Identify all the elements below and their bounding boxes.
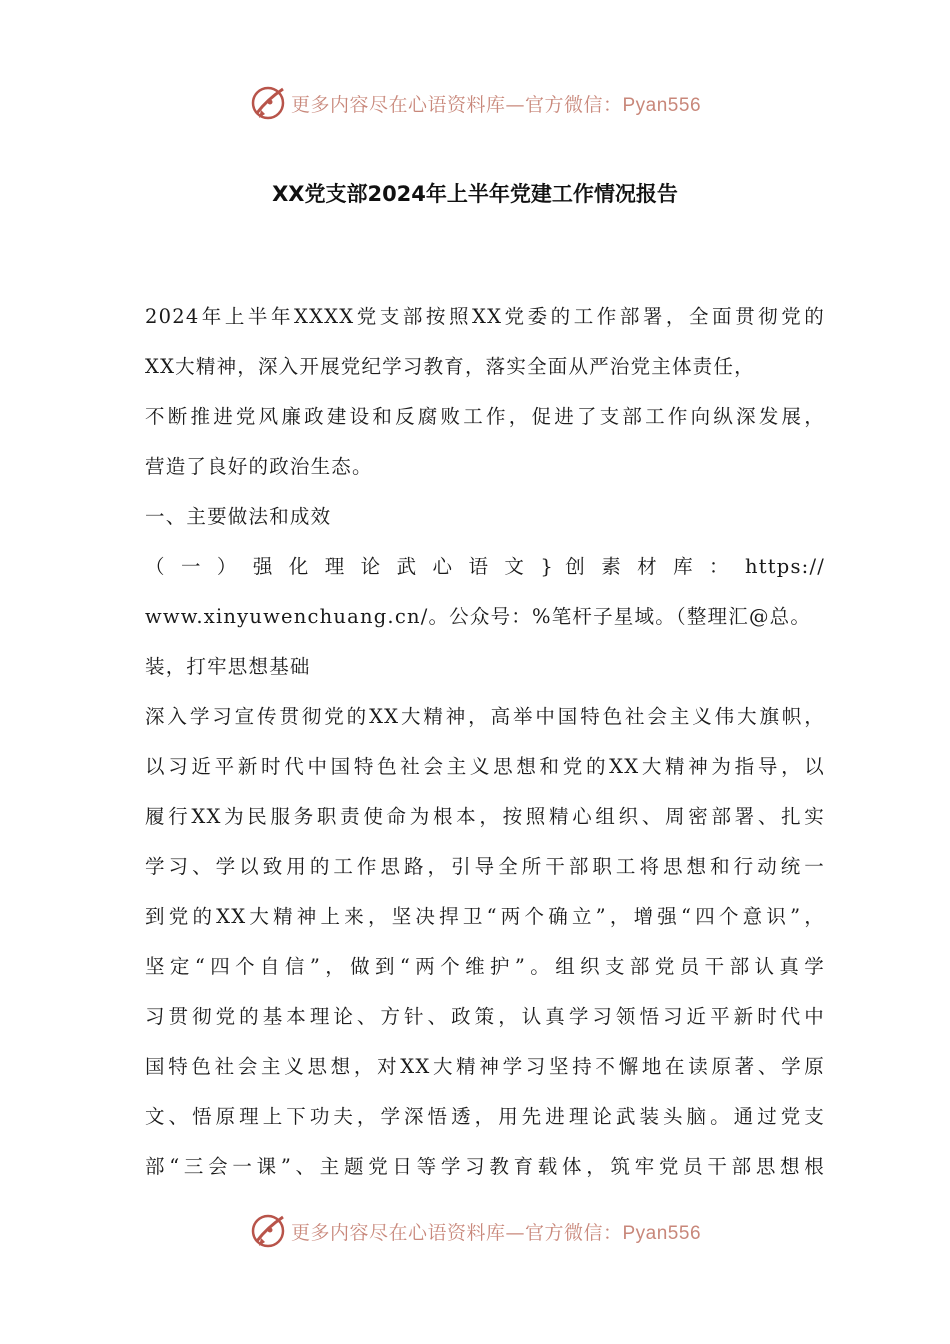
body-line: 不断推进党风廉政建设和反腐败工作，促进了支部工作向纵深发展， bbox=[145, 405, 825, 428]
header-watermark-banner bbox=[0, 81, 950, 125]
body-line: 国特色社会主义思想，对XX大精神学习坚持不懈地在读原著、学原 bbox=[145, 1055, 825, 1078]
watermark-text bbox=[291, 1218, 701, 1245]
body-line: 学习、学以致用的工作思路，引导全所干部职工将思想和行动统一 bbox=[145, 855, 825, 878]
section-heading: 一、主要做法和成效 bbox=[145, 505, 332, 528]
body-line: www.xinyuwenchuang.cn/。公众号：%笔杆子星域。（整理汇@总。 bbox=[145, 605, 812, 628]
body-line: 营造了良好的政治生态。 bbox=[145, 455, 373, 478]
body-line: 深入学习宣传贯彻党的XX大精神，高举中国特色社会主义伟大旗帜， bbox=[145, 705, 825, 728]
subsection-heading-line: （ 一 ） 强 化 理 论 武 心 语 文 } 创 素 材 库 ： https:// bbox=[145, 555, 825, 578]
document-title: XX党支部2024年上半年党建工作情况报告 bbox=[272, 182, 678, 206]
body-line: 2024年上半年XXXX党支部按照XX党委的工作部署，全面贯彻党的 bbox=[145, 305, 825, 328]
body-line: XX大精神，深入开展党纪学习教育，落实全面从严治党主体责任， bbox=[145, 355, 755, 378]
pen-logo-icon bbox=[249, 83, 289, 123]
watermark-handle: Pyan556 bbox=[622, 1222, 702, 1244]
body-line: 到党的XX大精神上来，坚决捍卫“两个确立”，增强“四个意识”， bbox=[145, 905, 825, 928]
watermark-text bbox=[291, 90, 701, 117]
footer-watermark-banner bbox=[0, 1209, 950, 1253]
watermark-handle: Pyan556 bbox=[622, 94, 702, 116]
body-line: 以习近平新时代中国特色社会主义思想和党的XX大精神为指导，以 bbox=[145, 755, 825, 778]
body-line: 坚定“四个自信”，做到“两个维护”。组织支部党员干部认真学 bbox=[145, 955, 825, 978]
body-line: 文、悟原理上下功夫，学深悟透，用先进理论武装头脑。通过党支 bbox=[145, 1105, 825, 1128]
watermark-label: 更多内容尽在心语资料库—官方微信： bbox=[290, 1221, 623, 1244]
document-body bbox=[145, 292, 825, 1192]
body-line: 部“三会一课”、主题党日等学习教育载体，筑牢党员干部思想根 bbox=[145, 1155, 825, 1178]
body-line: 习贯彻党的基本理论、方针、政策，认真学习领悟习近平新时代中 bbox=[145, 1005, 825, 1028]
pen-logo-icon bbox=[249, 1211, 289, 1251]
subsection-heading-line: 装，打牢思想基础 bbox=[145, 655, 311, 678]
watermark-label: 更多内容尽在心语资料库—官方微信： bbox=[290, 93, 623, 116]
body-line: 履行XX为民服务职责使命为根本，按照精心组织、周密部署、扎实 bbox=[145, 805, 825, 828]
